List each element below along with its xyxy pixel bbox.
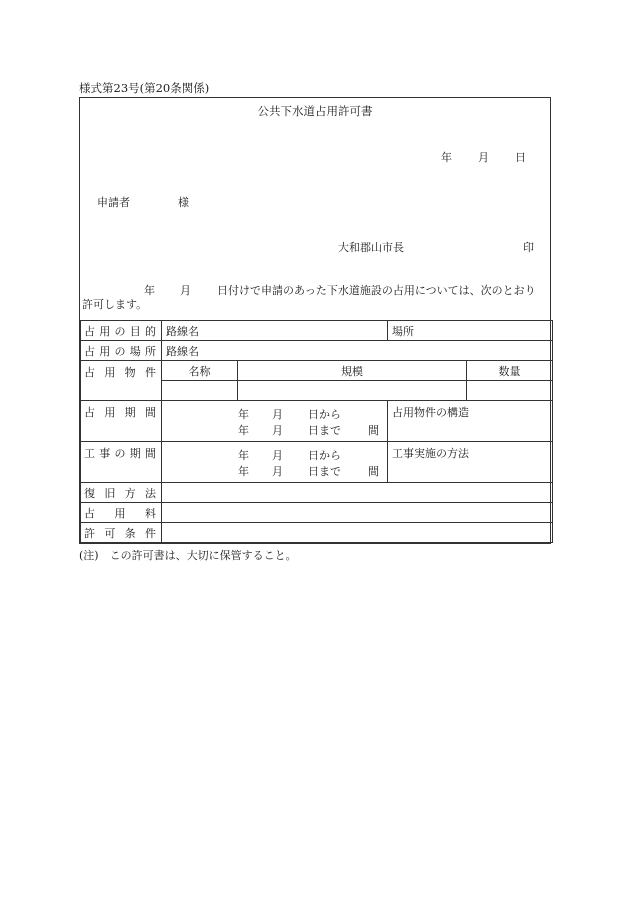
purpose-row xyxy=(81,321,553,341)
place-route-cell xyxy=(162,341,553,361)
form-header-area xyxy=(80,98,550,320)
permission-text-line1: 日付けで申請のあった下水道施設の占用については、次のとおり xyxy=(217,284,536,297)
work-period-range xyxy=(162,443,387,481)
purpose-place-cell xyxy=(388,321,553,341)
permission-year-label: 年 xyxy=(144,284,155,297)
work-to-day: 日まで xyxy=(308,465,341,478)
period-to-year: 年 xyxy=(238,424,249,437)
permit-form xyxy=(79,97,551,544)
object-qty-cell xyxy=(467,381,553,401)
period-from-month: 月 xyxy=(272,408,283,421)
permit-details-table xyxy=(80,320,553,543)
period-cell xyxy=(162,401,388,442)
objects-label: 占用物件 xyxy=(81,361,162,401)
conditions-label: 許可条件 xyxy=(81,523,162,543)
work-to-month: 月 xyxy=(272,465,283,478)
work-method-cell: 工事実施の方法 xyxy=(388,442,553,483)
fee-value-cell xyxy=(162,503,553,523)
period-row xyxy=(81,401,553,442)
place-label: 場所 xyxy=(392,324,414,338)
col-qty-header: 数量 xyxy=(467,361,553,381)
conditions-value-cell xyxy=(162,523,553,543)
period-label: 占用期間 xyxy=(81,401,162,442)
form-number: 様式第23号(第20条関係) xyxy=(79,81,210,95)
work-period-row xyxy=(81,442,553,483)
place-row xyxy=(81,341,553,361)
date-month-label: 月 xyxy=(478,151,489,164)
work-from-day: 日から xyxy=(308,449,341,462)
seal-mark: 印 xyxy=(523,241,534,254)
fee-label: 占用料 xyxy=(81,503,162,523)
period-range xyxy=(162,402,387,440)
applicant-label: 申請者 xyxy=(97,196,130,209)
restore-value-cell xyxy=(162,483,553,503)
object-name-cell xyxy=(162,381,238,401)
structure-cell: 占用物件の構造 xyxy=(388,401,553,442)
col-scale-header: 規模 xyxy=(238,361,467,381)
honorific-label: 様 xyxy=(178,196,189,209)
work-from-month: 月 xyxy=(272,449,283,462)
period-from-day: 日から xyxy=(308,408,341,421)
restore-label: 復旧方法 xyxy=(81,483,162,503)
purpose-label: 占用の目的 xyxy=(81,321,162,341)
place-row-label: 占用の場所 xyxy=(81,341,162,361)
permission-month-label: 月 xyxy=(180,284,191,297)
route-name-label: 路線名 xyxy=(166,324,199,338)
purpose-route-cell xyxy=(162,321,388,341)
footnote: (注) この許可書は、大切に保管すること。 xyxy=(79,549,297,562)
period-to-day: 日まで xyxy=(308,424,341,437)
object-scale-cell xyxy=(238,381,467,401)
objects-header-row xyxy=(81,361,553,381)
form-title: 公共下水道占用許可書 xyxy=(257,104,373,118)
period-duration: 間 xyxy=(368,424,379,437)
work-duration: 間 xyxy=(368,465,379,478)
date-year-label: 年 xyxy=(441,151,452,164)
period-to-month: 月 xyxy=(272,424,283,437)
restore-row xyxy=(81,483,553,503)
permission-text-line2: 許可します。 xyxy=(82,298,148,311)
work-period-cell xyxy=(162,442,388,483)
work-from-year: 年 xyxy=(238,449,249,462)
fee-row xyxy=(81,503,553,523)
date-day-label: 日 xyxy=(515,151,526,164)
col-name-header: 名称 xyxy=(162,361,238,381)
work-period-label: 工事の期間 xyxy=(81,442,162,483)
route-name-label: 路線名 xyxy=(166,344,199,358)
conditions-row xyxy=(81,523,553,543)
period-from-year: 年 xyxy=(238,408,249,421)
issuer-name: 大和郡山市長 xyxy=(338,241,404,254)
work-to-year: 年 xyxy=(238,465,249,478)
